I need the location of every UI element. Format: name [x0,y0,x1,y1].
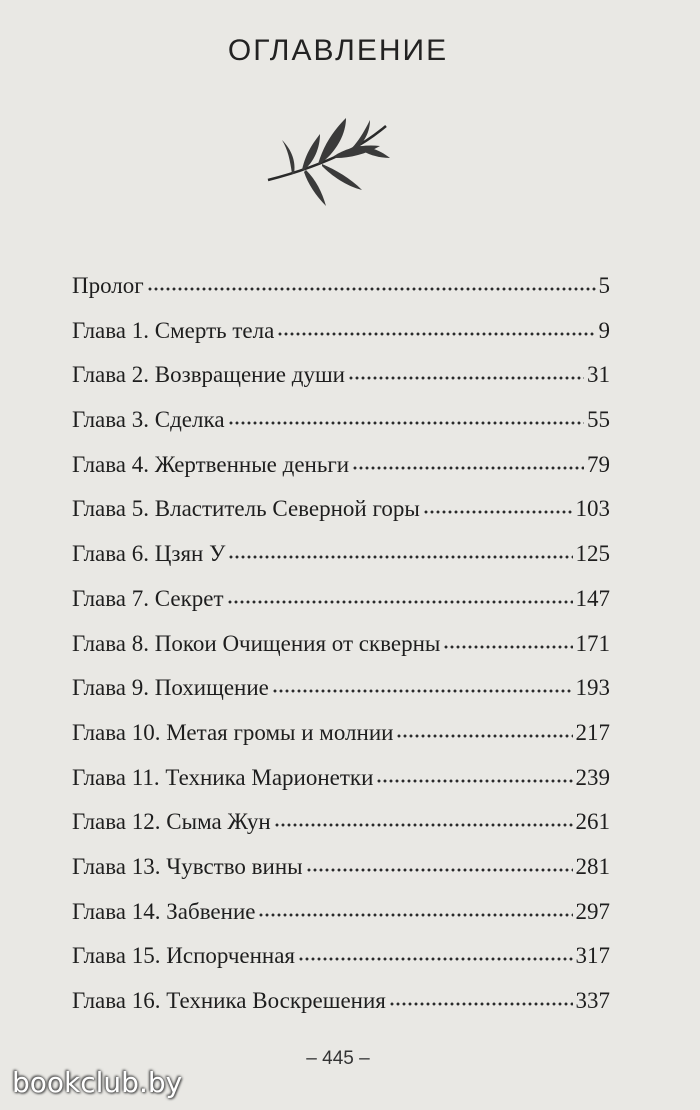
toc-entry-page: 217 [575,719,610,745]
toc-entry [72,315,610,360]
toc-entry [72,940,610,985]
toc-entry [72,270,610,315]
leaf-branch-icon [262,112,394,210]
toc-entry-title: Глава 14. Забвение [72,898,256,924]
toc-entry-title: Глава 10. Метая громы и молнии [72,719,394,745]
toc-entry-page: 317 [575,943,610,969]
toc-entry-page: 297 [575,898,610,924]
toc-entry-page: 79 [587,451,610,477]
toc-entry-title: Глава 4. Жертвенные деньги [72,451,350,477]
toc-entry-title: Глава 13. Чувство вины [72,853,303,879]
page-heading: ОГЛАВЛЕНИЕ [227,34,449,67]
dot-leader [352,464,584,472]
toc-entry-page: 9 [598,317,610,343]
toc-entry-page: 55 [587,407,610,433]
dot-leader [298,955,572,963]
dot-leader [389,1000,573,1008]
dot-leader [228,553,572,561]
table-of-contents [72,270,610,1030]
toc-entry-page: 31 [587,362,610,388]
dot-leader [228,419,584,427]
toc-entry-page: 193 [575,675,610,701]
toc-entry-title: Пролог [72,273,144,298]
toc-entry-page: 239 [575,764,610,790]
toc-entry [72,404,610,449]
toc-entry-title: Глава 12. Сыма Жун [72,809,271,835]
toc-entry-page: 125 [575,541,610,567]
toc-entry-title: Глава 3. Сделка [72,407,225,433]
toc-entry-page: 147 [575,585,610,611]
dot-leader [274,821,573,829]
dot-leader [423,508,573,516]
toc-entry-title: Глава 16. Техника Воскрешения [72,988,386,1013]
toc-entry [72,896,610,941]
toc-entry [72,449,610,494]
dot-leader [227,598,573,606]
toc-entry [72,717,610,762]
toc-entry-page: 281 [575,853,610,879]
toc-entry-title: Глава 6. Цзян У [72,541,226,567]
toc-entry [72,806,610,851]
toc-entry [72,538,610,583]
dot-leader [306,866,573,874]
toc-entry [72,851,610,896]
toc-entry-title: Глава 5. Властитель Северной горы [72,496,420,522]
dot-leader [277,330,595,338]
toc-entry [72,762,610,807]
toc-entry-page: 171 [575,630,610,656]
toc-entry-title: Глава 11. Техника Марионетки [72,764,374,790]
toc-entry [72,985,610,1030]
toc-entry-title: Глава 1. Смерть тела [72,317,275,343]
toc-entry-page: 5 [598,273,610,298]
dot-leader [147,285,596,293]
toc-entry [72,493,610,538]
watermark: bookclub.by [12,1066,183,1099]
toc-entry-title: Глава 2. Возвращение души [72,362,345,388]
dot-leader [376,777,572,785]
page-number: – 445 – [306,1048,370,1069]
toc-entry [72,672,610,717]
toc-entry-title: Глава 8. Покои Очищения от скверны [72,630,441,656]
dot-leader [258,911,572,919]
toc-entry [72,628,610,673]
toc-entry-title: Глава 7. Секрет [72,585,224,611]
toc-entry-page: 337 [575,988,610,1013]
toc-entry-page: 261 [575,809,610,835]
toc-entry-title: Глава 9. Похищение [72,675,269,701]
dot-leader [348,374,584,382]
toc-entry-page: 103 [575,496,610,522]
toc-entry [72,359,610,404]
dot-leader [396,732,572,740]
toc-entry [72,583,610,628]
toc-entry-title: Глава 15. Испорченная [72,943,296,969]
dot-leader [443,643,572,651]
dot-leader [272,687,573,695]
